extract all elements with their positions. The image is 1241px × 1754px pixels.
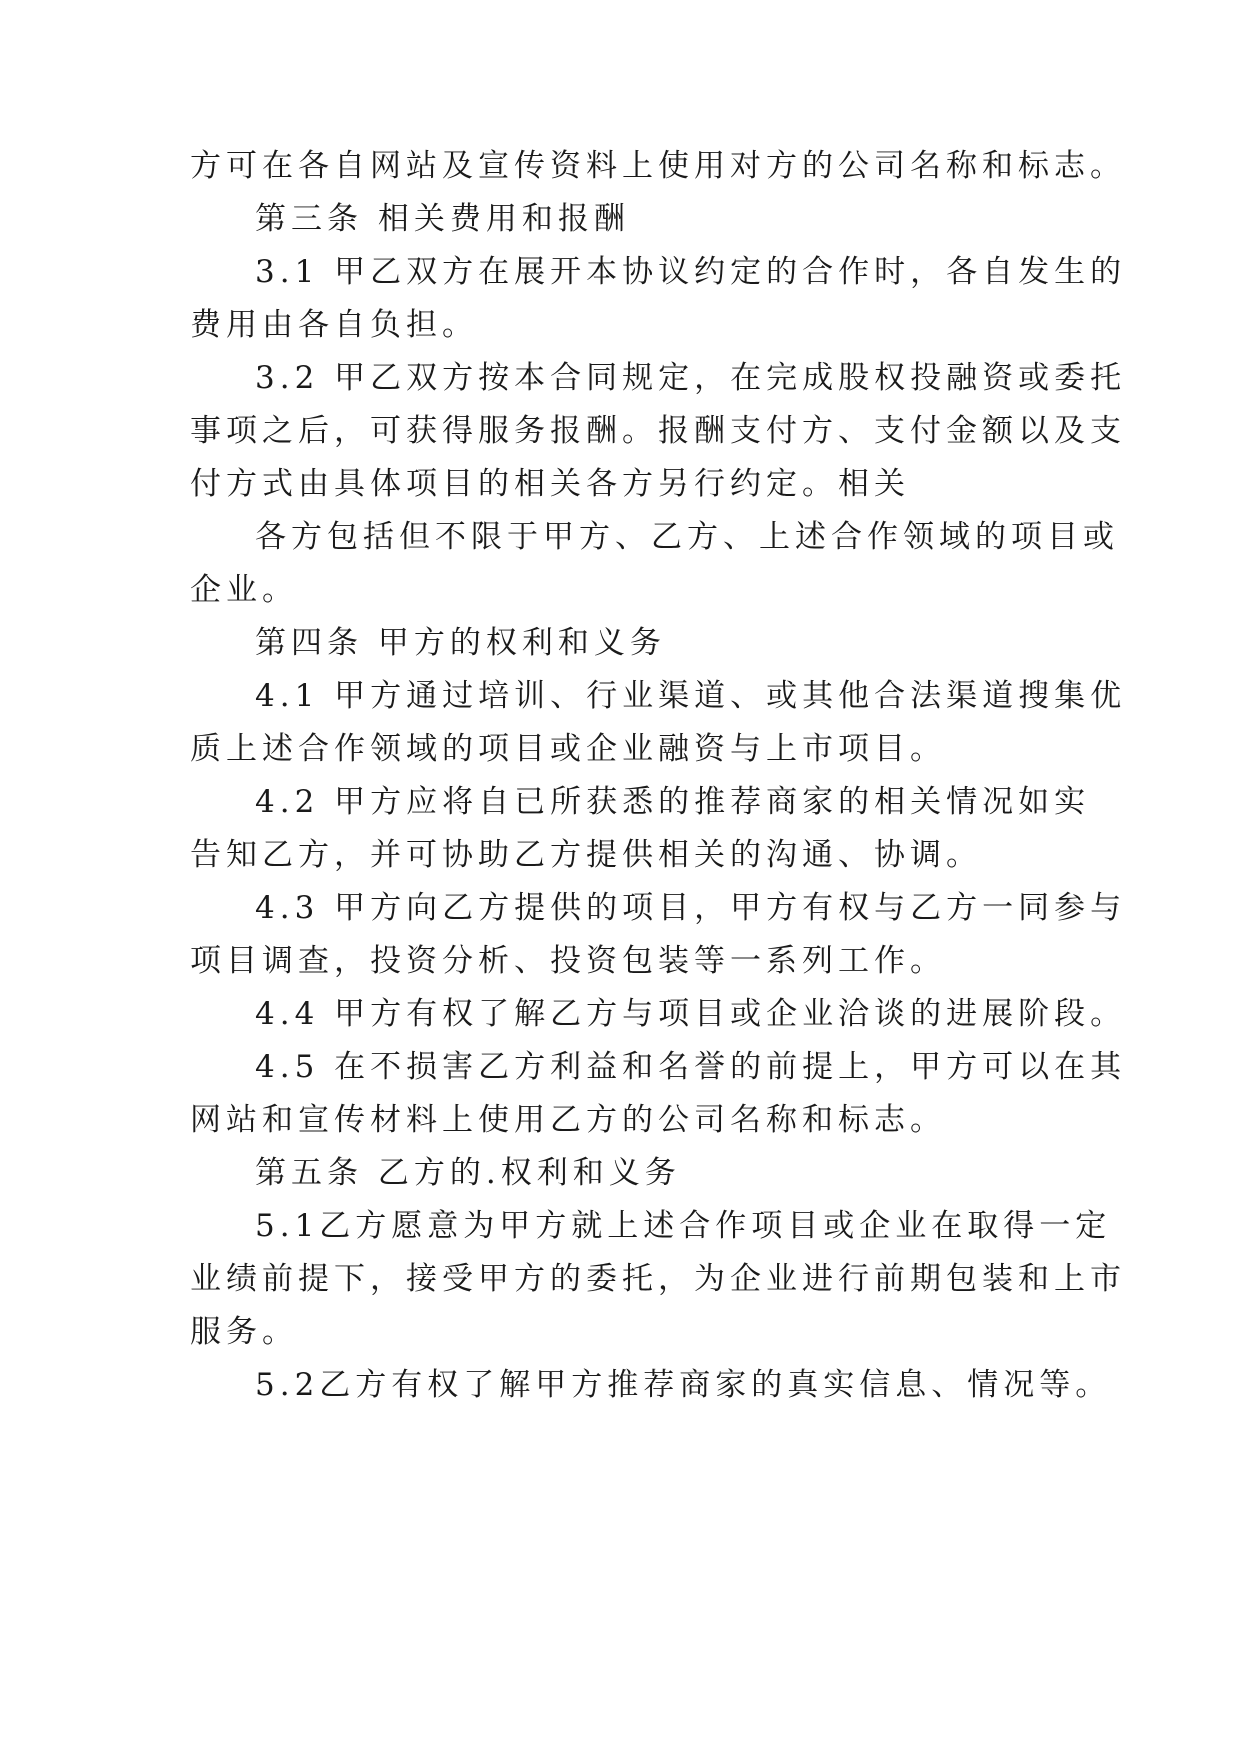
article-heading: 第五条 乙方的.权利和义务 — [255, 1155, 681, 1191]
paragraph-line: 方可在各自网站及宣传资料上使用对方的公司名称和标志。 — [190, 148, 1126, 184]
paragraph-line: 事项之后，可获得服务报酬。报酬支付方、支付金额以及支 — [190, 413, 1126, 449]
paragraph-line: 4.2 甲方应将自已所获悉的推荐商家的相关情况如实 — [255, 784, 1091, 820]
paragraph-line: 质上述合作领域的项目或企业融资与上市项目。 — [190, 731, 946, 767]
paragraph-line: 告知乙方，并可协助乙方提供相关的沟通、协调。 — [190, 837, 982, 873]
paragraph-line: 服务。 — [190, 1314, 298, 1350]
paragraph-line: 5.2乙方有权了解甲方推荐商家的真实信息、情况等。 — [255, 1367, 1112, 1403]
paragraph-line: 3.1 甲乙双方在展开本协议约定的合作时，各自发生的 — [255, 254, 1127, 290]
paragraph-line: 项目调查，投资分析、投资包装等一系列工作。 — [190, 943, 946, 979]
paragraph-line: 付方式由具体项目的相关各方另行约定。相关 — [190, 466, 910, 502]
paragraph-line: 4.5 在不损害乙方利益和名誉的前提上，甲方可以在其 — [255, 1049, 1127, 1085]
paragraph-line: 5.1乙方愿意为甲方就上述合作项目或企业在取得一定 — [255, 1208, 1112, 1244]
paragraph-line: 业绩前提下，接受甲方的委托，为企业进行前期包装和上市 — [190, 1261, 1126, 1297]
paragraph-line: 网站和宣传材料上使用乙方的公司名称和标志。 — [190, 1102, 946, 1138]
paragraph-line: 企业。 — [190, 572, 298, 608]
paragraph-line: 费用由各自负担。 — [190, 307, 478, 343]
paragraph-line: 4.3 甲方向乙方提供的项目，甲方有权与乙方一同参与 — [255, 890, 1127, 926]
article-heading: 第四条 甲方的权利和义务 — [255, 625, 666, 661]
paragraph-line: 各方包括但不限于甲方、乙方、上述合作领域的项目或 — [255, 519, 1119, 555]
article-heading: 第三条 相关费用和报酬 — [255, 201, 630, 237]
paragraph-line: 4.1 甲方通过培训、行业渠道、或其他合法渠道搜集优 — [255, 678, 1127, 714]
paragraph-line: 4.4 甲方有权了解乙方与项目或企业洽谈的进展阶段。 — [255, 996, 1127, 1032]
paragraph-line: 3.2 甲乙双方按本合同规定，在完成股权投融资或委托 — [255, 360, 1127, 396]
